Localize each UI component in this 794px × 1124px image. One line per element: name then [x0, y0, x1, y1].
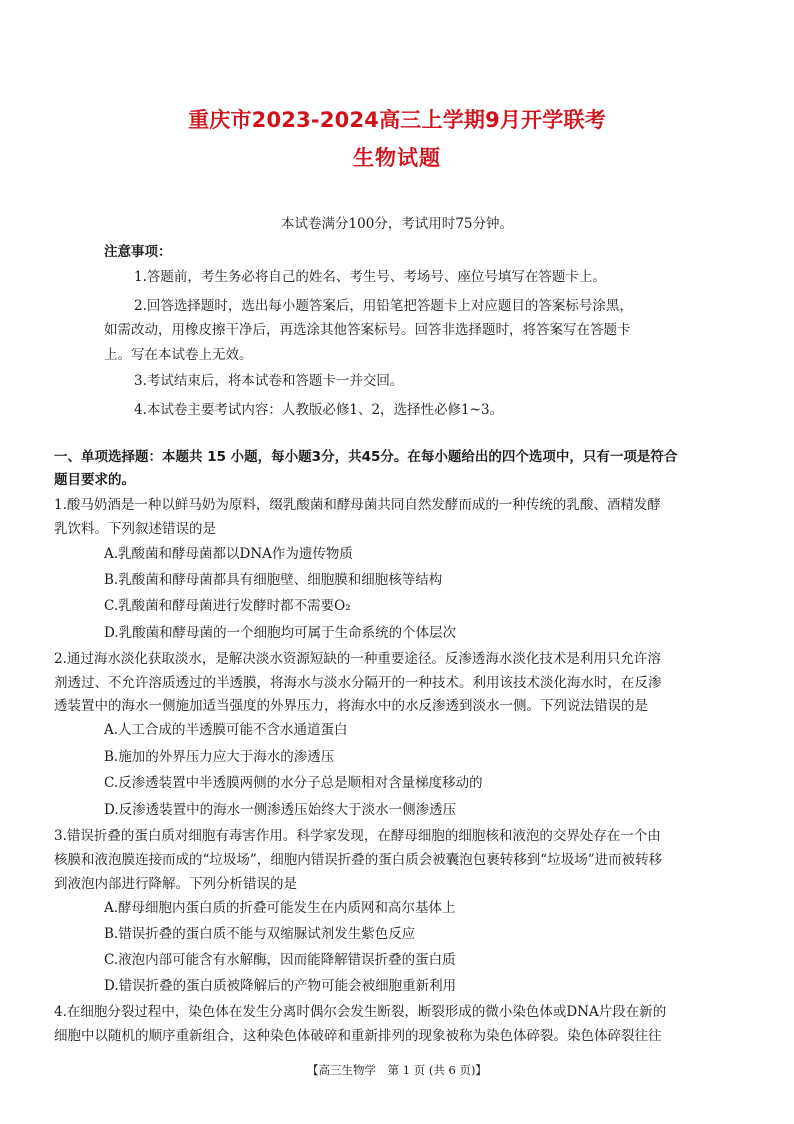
notice-item-1: 1.答题前，考生务必将自己的姓名、考生号、考场号、座位号填写在答题卡上。	[134, 269, 606, 285]
question-3-stem-line-3: 到液泡内部进行降解。下列分析错误的是	[54, 876, 297, 892]
page-footer: 【高三生物学 第 1 页 (共 6 页)】	[307, 1063, 487, 1077]
section-heading-line-1: 一、单项选择题：本题共 15 小题，每小题3分，共45分。在每小题给出的四个选项中，只有一项是符合	[54, 449, 678, 465]
notice-item-3: 3.考试结束后，将本试卷和答题卡一并交回。	[134, 373, 404, 389]
question-2-option-b: B.施加的外界压力应大于海水的渗透压	[104, 749, 335, 765]
question-2-option-c: C.反渗透装置中半透膜两侧的水分子总是顺相对含量梯度移动的	[104, 775, 483, 791]
question-1-option-a: A.乳酸菌和酵母菌都以DNA作为遗传物质	[104, 546, 353, 562]
question-3-option-d: D.错误折叠的蛋白质被降解后的产物可能会被细胞重新利用	[104, 978, 457, 994]
question-3-option-c: C.液泡内部可能含有水解酶，因而能降解错误折叠的蛋白质	[104, 952, 456, 968]
notice-heading: 注意事项：	[104, 244, 172, 260]
section-heading-line-2: 题目要求的。	[54, 472, 135, 488]
notice-item-2-line-1: 2.回答选择题时，选出每小题答案后，用铅笔把答题卡上对应题目的答案标号涂黑，	[134, 298, 633, 314]
question-3-option-a: A.酵母细胞内蛋白质的折叠可能发生在内质网和高尔基体上	[104, 900, 456, 916]
question-2-option-a: A.人工合成的半透膜可能不含水通道蛋白	[104, 722, 348, 738]
notice-item-2-line-3: 上。写在本试卷上无效。	[104, 347, 253, 363]
question-2-stem-line-3: 透装置中的海水一侧施加适当强度的外界压力，将海水中的水反渗透到淡水一侧。下列说法错误的是	[54, 698, 648, 714]
question-2-option-d: D.反渗透装置中的海水一侧渗透压始终大于淡水一侧渗透压	[104, 802, 457, 818]
question-1-option-c: C.乳酸菌和酵母菌进行发酵时都不需要O₂	[104, 598, 351, 614]
question-1-option-d: D.乳酸菌和酵母菌的一个细胞均可属于生命系统的个体层次	[104, 625, 457, 641]
question-4-stem-line-1: 4.在细胞分裂过程中，染色体在发生分离时偶尔会发生断裂，断裂形成的微小染色体或DNA片段在新的	[54, 1004, 667, 1020]
question-3-stem-line-1: 3.错误折叠的蛋白质对细胞有毒害作用。科学家发现，在酵母细胞的细胞核和液泡的交界处存在一个由	[54, 828, 661, 844]
question-2-stem-line-1: 2.通过海水淡化获取淡水，是解决淡水资源短缺的一种重要途径。反渗透海水淡化技术是利用只允许溶	[54, 651, 661, 667]
question-1-option-b: B.乳酸菌和酵母菌都具有细胞壁、细胞膜和细胞核等结构	[104, 572, 443, 588]
notice-item-2-line-2: 如需改动，用橡皮擦干净后，再选涂其他答案标号。回答非选择题时，将答案写在答题卡	[104, 322, 631, 338]
question-3-stem-line-2: 核膜和液泡膜连接而成的“垃圾场”，细胞内错误折叠的蛋白质会被囊泡包裹转移到“垃圾场”进而被转移	[54, 852, 663, 868]
question-3-option-b: B.错误折叠的蛋白质不能与双缩脲试剂发生紫色反应	[104, 926, 416, 942]
notice-item-4: 4.本试卷主要考试内容：人教版必修1、2，选择性必修1~3。	[134, 402, 504, 418]
question-2-stem-line-2: 剂透过、不允许溶质透过的半透膜，将海水与淡水分隔开的一种技术。利用该技术淡化海水时，在反渗	[54, 675, 662, 691]
question-1-stem-line-1: 1.酸马奶酒是一种以鲜马奶为原料，缀乳酸菌和酵母菌共同自然发酵而成的一种传统的乳酸、酒精发酵	[54, 497, 661, 513]
question-1-stem-line-2: 乳饮料。下列叙述错误的是	[54, 521, 216, 537]
question-4-stem-line-2: 细胞中以随机的顺序重新组合，这种染色体破碎和重新排列的现象被称为染色体碎裂。染色体碎裂往往	[54, 1028, 662, 1044]
page-subtitle: 生物试题	[353, 146, 441, 170]
exam-info: 本试卷满分100分，考试用时75分钟。	[281, 216, 513, 232]
page-title: 重庆市2023-2024高三上学期9月开学联考	[188, 108, 606, 132]
